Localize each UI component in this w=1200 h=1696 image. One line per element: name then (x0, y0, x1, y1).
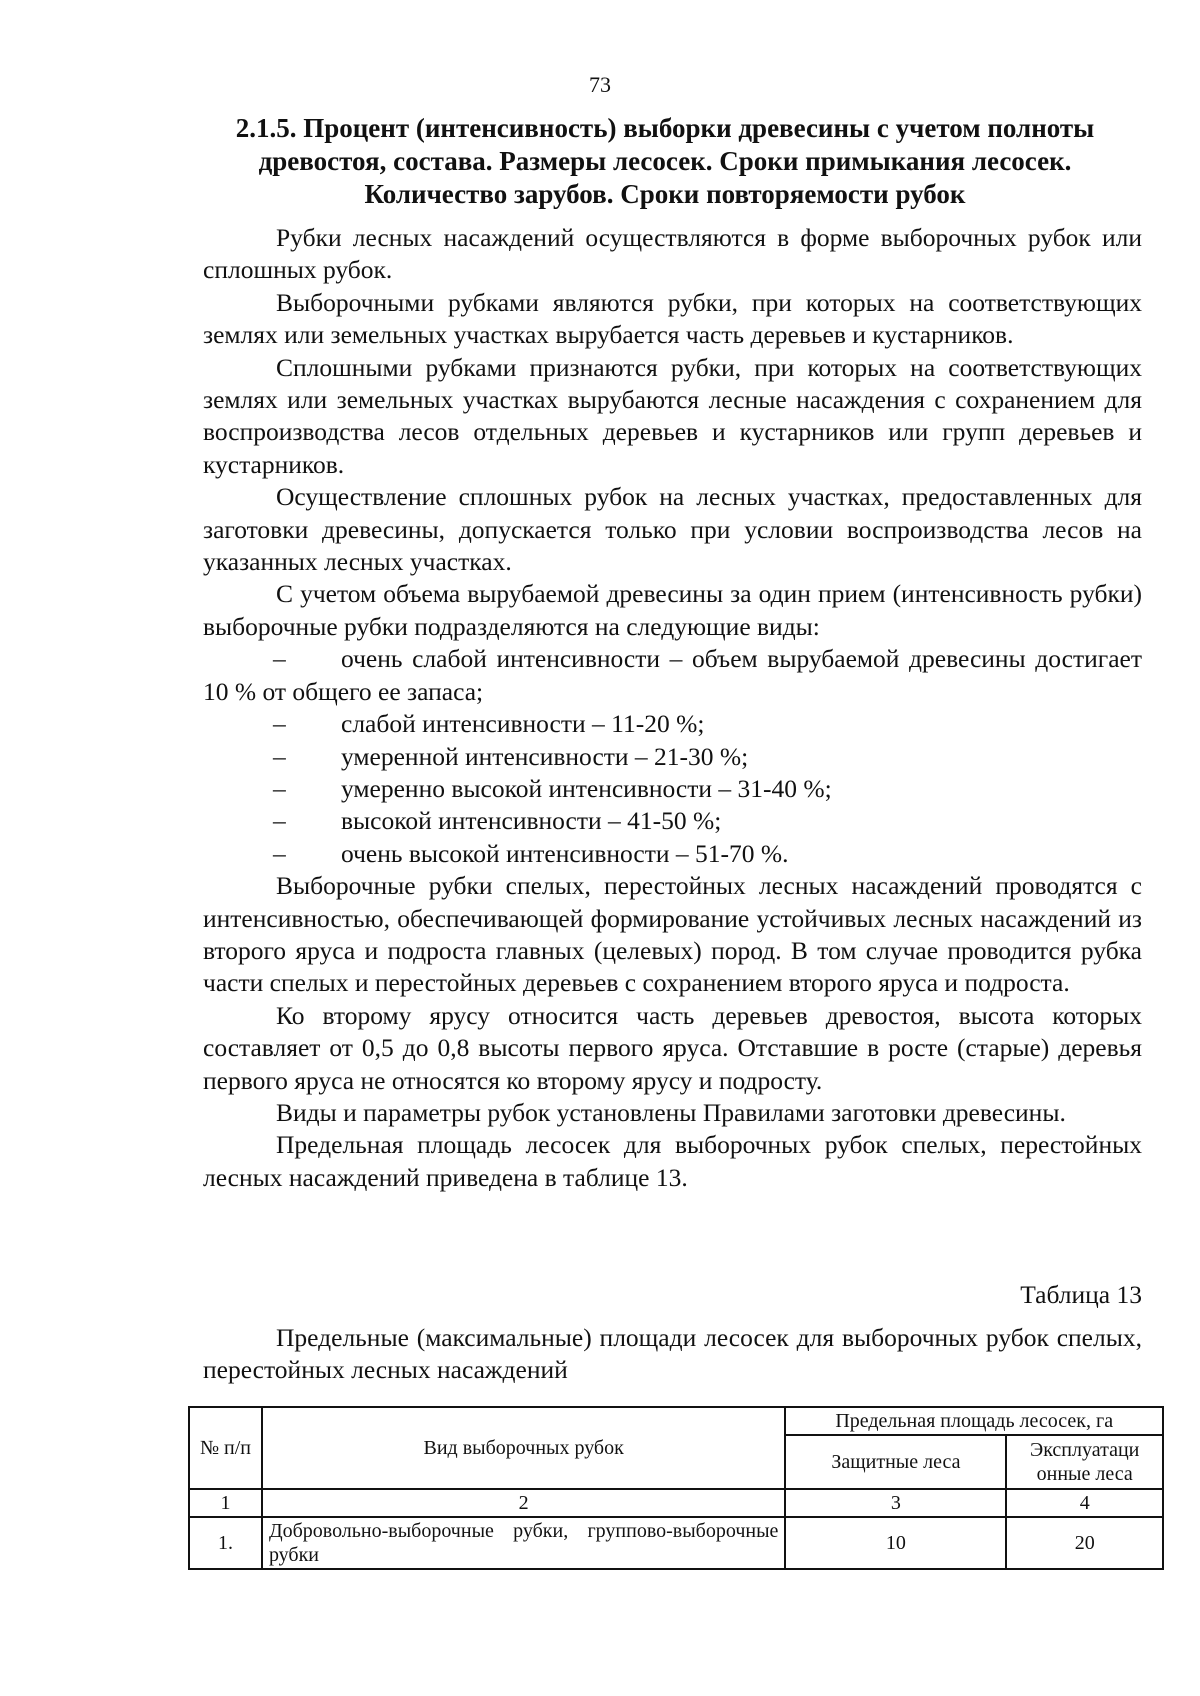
list-item-text: высокой интенсивности – 41-50 %; (341, 806, 722, 836)
list-dash: – (273, 838, 286, 868)
paragraph: Выборочные рубки спелых, перестойных лесных насаждений проводятся с интенсивностью, обеспечивающей формирование устойчивых лесных насаждений из второго яруса и подроста главных (целевых) пород. В том случае проводится рубка части спелых и перестойных деревьев с сохранением второго яруса и подроста. (203, 871, 1142, 998)
list-item (203, 773, 1142, 805)
header-exploit-line2: онные леса (1036, 1463, 1133, 1485)
header-exploit-line1: Эксплуатаци (1030, 1439, 1140, 1461)
cell-type: Добровольно-выборочные рубки, группово-выборочные рубки (262, 1517, 785, 1569)
table-title (203, 1322, 1142, 1387)
paragraph: С учетом объема вырубаемой древесины за один прием (интенсивность рубки) выборочные рубки подразделяются на следующие виды: (203, 579, 1142, 641)
paragraph: Выборочными рубками являются рубки, при которых на соответствующих землях или земельных участках вырубается часть деревьев и кустарников. (203, 287, 1142, 350)
list-item (203, 643, 1142, 708)
table-index-row (189, 1489, 1163, 1517)
header-group: Предельная площадь лесосек, га (785, 1407, 1163, 1435)
list-item (203, 741, 1142, 773)
header-num: № п/п (189, 1407, 262, 1489)
list-dash: – (273, 644, 286, 674)
list-item-text: умеренной интенсивности – 21-30 %; (341, 741, 749, 771)
table-header-row (189, 1407, 1163, 1435)
list-dash: – (273, 773, 286, 803)
table-title-text: Предельные (максимальные) площади лесосек для выборочных рубок спелых, перестойных лесных насаждений (203, 1323, 1142, 1385)
list-item (203, 805, 1142, 837)
table-13 (188, 1406, 1164, 1570)
table-row (189, 1517, 1163, 1569)
list-item-text: слабой интенсивности – 11-20 %; (341, 709, 705, 739)
list-dash: – (273, 709, 286, 739)
paragraph: Рубки лесных насаждений осуществляются в форме выборочных рубок или сплошных рубок. (203, 223, 1142, 285)
header-type: Вид выборочных рубок (262, 1407, 785, 1489)
list-item-text: очень слабой интенсивности – объем вырубаемой древесины достигает 10 % от общего ее запаса; (203, 644, 1142, 706)
index-cell: 4 (1006, 1489, 1163, 1517)
index-cell: 3 (785, 1489, 1006, 1517)
table-label: Таблица 13 (1020, 1280, 1142, 1309)
paragraph: Виды и параметры рубок установлены Правилами заготовки древесины. (276, 1097, 1066, 1127)
cell-num: 1. (189, 1517, 262, 1569)
list-dash: – (273, 741, 286, 771)
index-cell: 2 (262, 1489, 785, 1517)
list-item-text: очень высокой интенсивности – 51-70 %. (341, 838, 789, 868)
cell-exploit: 20 (1006, 1517, 1163, 1569)
paragraph: Сплошными рубками признаются рубки, при которых на соответствующих землях или земельных участках вырубаются лесные насаждения с сохранением для воспроизводства лесов отдельных деревьев и кустарников или групп деревьев и кустарников. (203, 352, 1142, 479)
paragraph: Предельная площадь лесосек для выборочных рубок спелых, перестойных лесных насаждений приведена в таблице 13. (203, 1130, 1142, 1192)
list-item (203, 838, 1142, 870)
index-cell: 1 (189, 1489, 262, 1517)
cell-protective: 10 (785, 1517, 1006, 1569)
paragraph: Ко второму ярусу относится часть деревьев древостоя, высота которых составляет от 0,5 до 0,8 высоты первого яруса. Отставшие в росте (старые) деревья первого яруса не относятся ко второму ярусу и подросту. (203, 1000, 1142, 1095)
body-text (203, 222, 1142, 1194)
list-dash: – (273, 806, 286, 836)
paragraph: Осуществление сплошных рубок на лесных участках, предоставленных для заготовки древесины, допускается только при условии воспроизводства лесов на указанных лесных участках. (203, 482, 1142, 577)
section-heading: 2.1.5. Процент (интенсивность) выборки древесины с учетом полноты древостоя, состава. Размеры лесосек. Сроки примыкания лесосек. Количество зарубов. Сроки повторяемости рубок (235, 113, 1095, 209)
header-exploit (1006, 1435, 1163, 1489)
list-item-text: умеренно высокой интенсивности – 31-40 %; (341, 773, 832, 803)
list-item (203, 708, 1142, 740)
header-protective: Защитные леса (785, 1435, 1006, 1489)
page-number: 73 (589, 72, 611, 97)
